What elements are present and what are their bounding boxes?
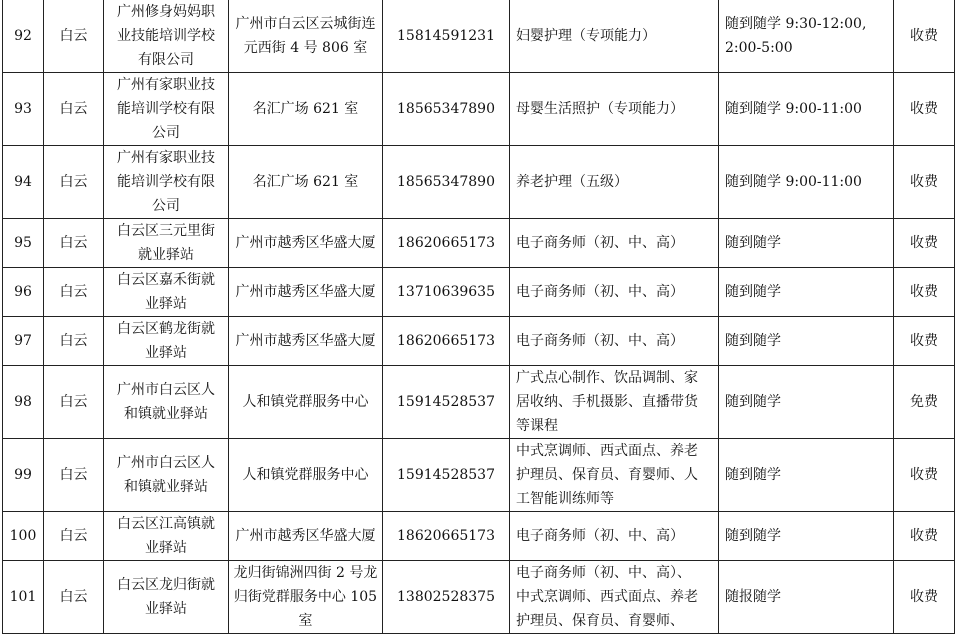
cell-course [510, 146, 719, 219]
table-row [3, 0, 955, 73]
cell-schedule-line: 随到随学 9:30-12:00, [725, 16, 867, 32]
cell-organization-line: 白云区嘉禾街就 [117, 272, 215, 288]
cell-course [510, 561, 719, 634]
cell-schedule [719, 73, 894, 146]
cell-address-line: 广州市越秀区华盛大厦 [235, 528, 376, 544]
cell-course [510, 366, 719, 439]
cell-organization-line: 能培训学校有限 [117, 101, 215, 117]
cell-course [510, 268, 719, 317]
cell-phone: 15914528537 [383, 366, 510, 439]
table-row [3, 512, 955, 561]
cell-address-line: 人和镇党群服务中心 [242, 467, 369, 483]
cell-address-line: 名汇广场 621 室 [252, 101, 359, 117]
cell-organization [104, 0, 229, 73]
cell-organization-line: 和镇就业驿站 [124, 479, 208, 495]
cell-organization-line: 有限公司 [138, 52, 194, 68]
cell-organization [104, 73, 229, 146]
table-row [3, 561, 955, 634]
cell-address [229, 317, 383, 366]
cell-schedule-line: 随到随学 [725, 528, 781, 544]
cell-course [510, 317, 719, 366]
cell-fee: 收费 [894, 219, 955, 268]
cell-course-line: 母婴生活照护（专项能力） [516, 101, 684, 117]
cell-organization-line: 业技能培训学校 [117, 28, 215, 44]
cell-organization [104, 268, 229, 317]
cell-address [229, 73, 383, 146]
cell-address-line: 广州市越秀区华盛大厦 [235, 333, 376, 349]
cell-phone: 18565347890 [383, 146, 510, 219]
cell-organization-line: 广州有家职业技 [117, 150, 215, 166]
cell-course-line: 电子商务师（初、中、高） [516, 284, 684, 300]
cell-schedule [719, 317, 894, 366]
table-row [3, 317, 955, 366]
cell-schedule [719, 219, 894, 268]
cell-address-line: 广州市白云区云城街连 [235, 16, 376, 32]
cell-phone: 18620665173 [383, 512, 510, 561]
cell-course-line: 广式点心制作、饮品调制、家 [516, 370, 698, 386]
cell-number: 97 [3, 317, 44, 366]
cell-address-line: 人和镇党群服务中心 [242, 394, 369, 410]
cell-number: 100 [3, 512, 44, 561]
cell-fee: 收费 [894, 0, 955, 73]
table-row [3, 366, 955, 439]
cell-phone: 18620665173 [383, 317, 510, 366]
cell-schedule-line: 随到随学 [725, 394, 781, 410]
cell-fee: 收费 [894, 317, 955, 366]
cell-organization [104, 219, 229, 268]
cell-address-line: 室 [298, 613, 313, 629]
cell-fee: 免费 [894, 366, 955, 439]
cell-phone: 15814591231 [383, 0, 510, 73]
cell-district: 白云 [44, 268, 104, 317]
cell-course-line: 工智能训练师等 [516, 491, 614, 507]
cell-organization-line: 业驿站 [145, 540, 187, 556]
cell-schedule-line: 随到随学 [725, 235, 781, 251]
cell-fee: 收费 [894, 268, 955, 317]
cell-course-line: 养老护理（五级） [516, 174, 628, 190]
cell-schedule-line: 2:00-5:00 [725, 40, 793, 56]
cell-district: 白云 [44, 439, 104, 512]
cell-organization-line: 业驿站 [145, 296, 187, 312]
cell-course-line: 中式烹调师、西式面点、养老 [516, 589, 698, 605]
cell-address [229, 146, 383, 219]
cell-number: 96 [3, 268, 44, 317]
cell-schedule [719, 439, 894, 512]
cell-course-line: 护理员、保育员、育婴师、人 [516, 467, 698, 483]
cell-fee: 收费 [894, 146, 955, 219]
cell-number: 95 [3, 219, 44, 268]
table-row [3, 146, 955, 219]
cell-district: 白云 [44, 366, 104, 439]
cell-organization-line: 白云区龙归街就 [117, 577, 215, 593]
cell-address-line: 龙归街锦洲四街 2 号龙 [233, 565, 378, 581]
cell-course [510, 0, 719, 73]
cell-schedule-line: 随到随学 [725, 284, 781, 300]
table-row [3, 268, 955, 317]
table-body [3, 0, 955, 634]
cell-district: 白云 [44, 73, 104, 146]
cell-phone: 18565347890 [383, 73, 510, 146]
cell-phone: 18620665173 [383, 219, 510, 268]
cell-district: 白云 [44, 561, 104, 634]
cell-number: 94 [3, 146, 44, 219]
cell-address-line: 归街党群服务中心 105 [233, 589, 378, 605]
cell-course-line: 电子商务师（初、中、高） [516, 235, 684, 251]
cell-address [229, 512, 383, 561]
cell-number: 99 [3, 439, 44, 512]
cell-schedule-line: 随到随学 [725, 467, 781, 483]
cell-organization-line: 公司 [152, 198, 180, 214]
cell-schedule-line: 随到随学 9:00-11:00 [725, 174, 862, 190]
cell-schedule [719, 561, 894, 634]
cell-address [229, 366, 383, 439]
cell-course-line: 居收纳、手机摄影、直播带货 [516, 394, 698, 410]
cell-district: 白云 [44, 317, 104, 366]
cell-phone: 13802528375 [383, 561, 510, 634]
cell-course [510, 439, 719, 512]
cell-course-line: 电子商务师（初、中、高）、 [516, 565, 691, 581]
cell-organization-line: 业驿站 [145, 345, 187, 361]
cell-course [510, 73, 719, 146]
cell-fee: 收费 [894, 512, 955, 561]
cell-course-line: 妇婴护理（专项能力） [516, 28, 656, 44]
cell-organization-line: 公司 [152, 125, 180, 141]
cell-organization-line: 广州市白云区人 [117, 455, 215, 471]
table-row [3, 73, 955, 146]
cell-organization [104, 439, 229, 512]
cell-district: 白云 [44, 512, 104, 561]
table-row [3, 439, 955, 512]
cell-course-line: 等课程 [516, 418, 558, 434]
cell-course-line: 电子商务师（初、中、高） [516, 333, 684, 349]
cell-organization-line: 广州有家职业技 [117, 77, 215, 93]
cell-schedule [719, 366, 894, 439]
cell-organization [104, 317, 229, 366]
cell-number: 98 [3, 366, 44, 439]
cell-organization [104, 561, 229, 634]
cell-organization-line: 白云区鹤龙街就 [117, 321, 215, 337]
cell-schedule-line: 随报随学 [725, 589, 781, 605]
cell-course [510, 219, 719, 268]
cell-address [229, 0, 383, 73]
cell-fee: 收费 [894, 73, 955, 146]
cell-fee: 收费 [894, 561, 955, 634]
cell-organization-line: 广州市白云区人 [117, 382, 215, 398]
cell-number: 101 [3, 561, 44, 634]
cell-organization [104, 366, 229, 439]
cell-address [229, 439, 383, 512]
cell-organization-line: 和镇就业驿站 [124, 406, 208, 422]
cell-organization-line: 白云区三元里街 [117, 223, 215, 239]
training-table [2, 0, 955, 634]
cell-number: 92 [3, 0, 44, 73]
cell-course-line: 电子商务师（初、中、高） [516, 528, 684, 544]
cell-schedule [719, 146, 894, 219]
cell-number: 93 [3, 73, 44, 146]
cell-phone: 15914528537 [383, 439, 510, 512]
cell-organization-line: 业驿站 [145, 601, 187, 617]
cell-fee: 收费 [894, 439, 955, 512]
cell-address-line: 元西街 4 号 806 室 [243, 40, 368, 56]
cell-course-line: 护理员、保育员、育婴师、 [516, 613, 684, 629]
cell-schedule [719, 0, 894, 73]
cell-address-line: 广州市越秀区华盛大厦 [235, 235, 376, 251]
cell-schedule-line: 随到随学 9:00-11:00 [725, 101, 862, 117]
cell-schedule [719, 512, 894, 561]
cell-schedule [719, 268, 894, 317]
cell-address-line: 名汇广场 621 室 [252, 174, 359, 190]
cell-organization-line: 白云区江高镇就 [117, 516, 215, 532]
cell-district: 白云 [44, 0, 104, 73]
cell-course-line: 中式烹调师、西式面点、养老 [516, 443, 698, 459]
cell-address [229, 561, 383, 634]
table-row [3, 219, 955, 268]
cell-district: 白云 [44, 219, 104, 268]
cell-address [229, 268, 383, 317]
cell-course [510, 512, 719, 561]
cell-schedule-line: 随到随学 [725, 333, 781, 349]
cell-district: 白云 [44, 146, 104, 219]
cell-address [229, 219, 383, 268]
cell-organization-line: 广州修身妈妈职 [117, 4, 215, 20]
cell-organization-line: 能培训学校有限 [117, 174, 215, 190]
cell-organization-line: 就业驿站 [138, 247, 194, 263]
cell-organization [104, 512, 229, 561]
cell-organization [104, 146, 229, 219]
cell-phone: 13710639635 [383, 268, 510, 317]
cell-address-line: 广州市越秀区华盛大厦 [235, 284, 376, 300]
